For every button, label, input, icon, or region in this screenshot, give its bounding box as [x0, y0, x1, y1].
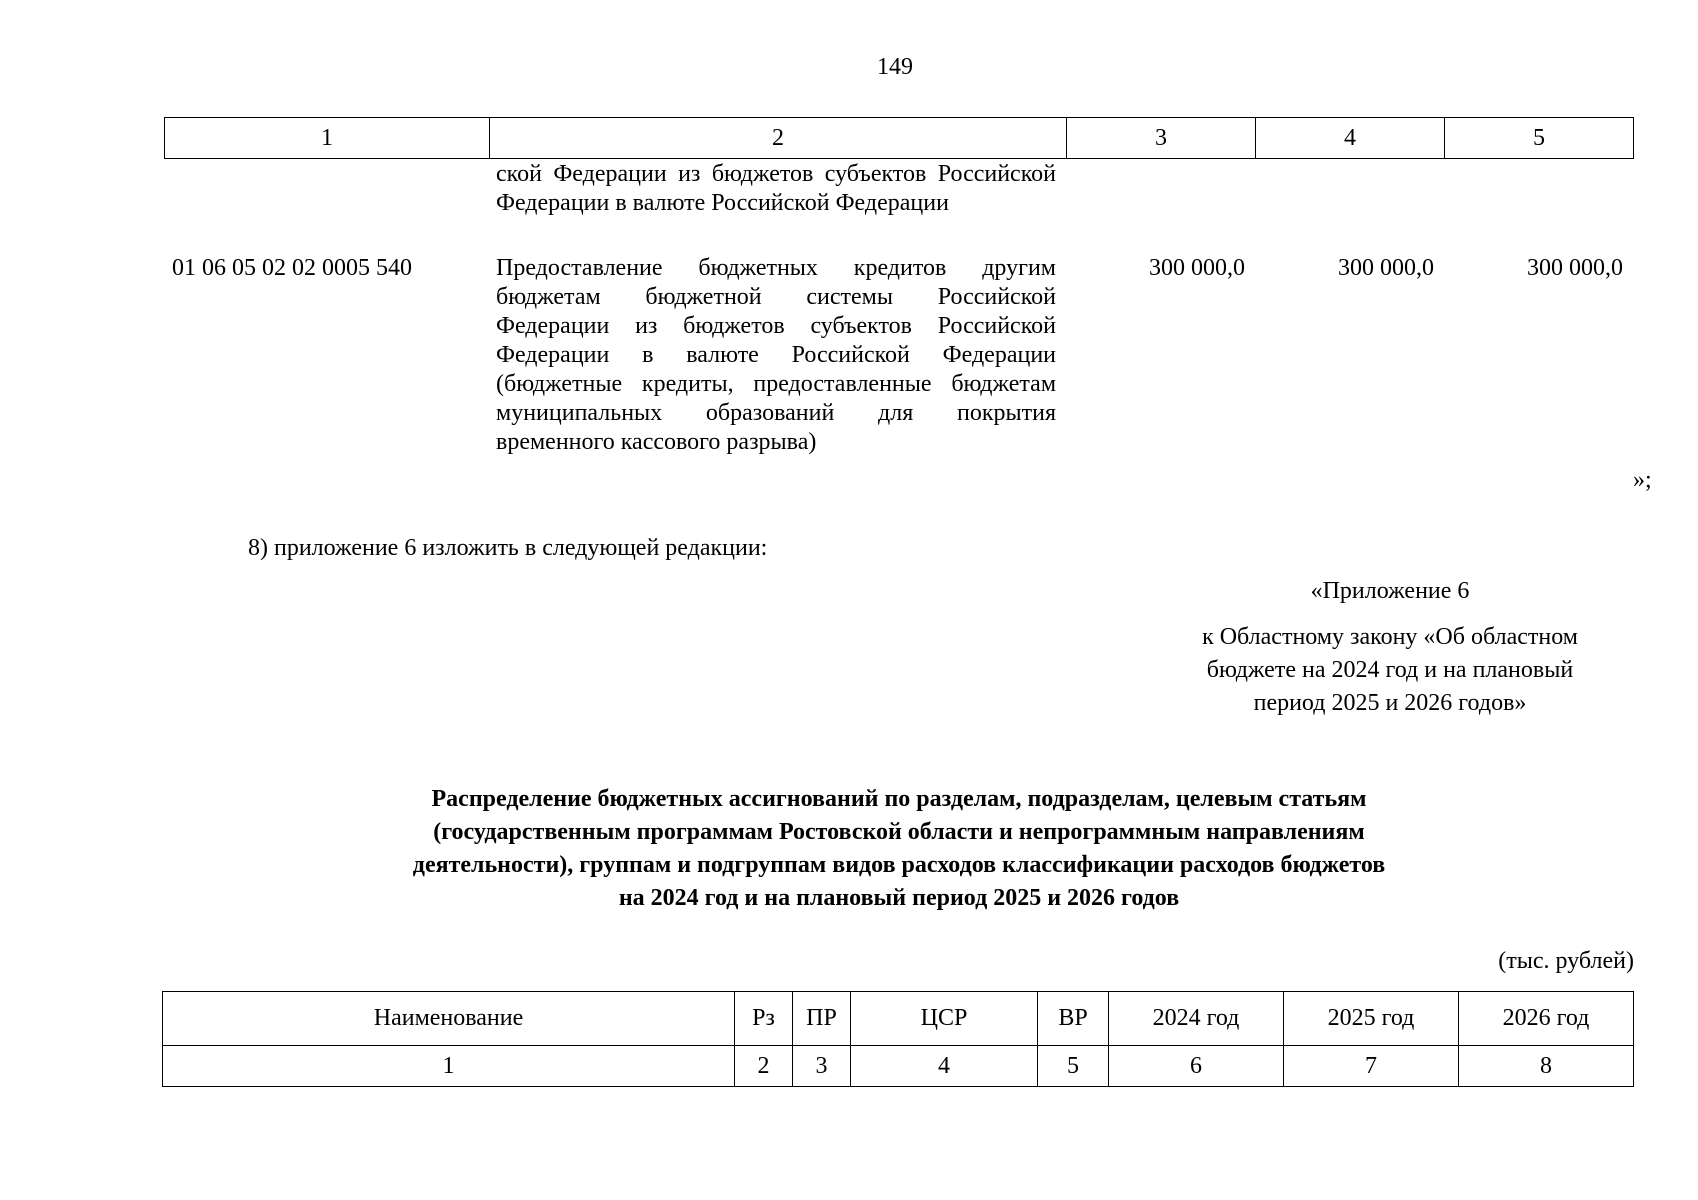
title-line-1: Распределение бюджетных ассигнований по разделам, подразделам, целевым статьям: [431, 786, 1367, 812]
top-header-col-4: 4: [1256, 118, 1445, 159]
top-header-col-5: 5: [1445, 118, 1634, 159]
header-2025: 2025 год: [1284, 992, 1459, 1046]
appendix-line-1: к Областному закону «Об областном: [1202, 624, 1578, 650]
col-number-5: 5: [1038, 1046, 1109, 1087]
header-csr: ЦСР: [851, 992, 1038, 1046]
table-row: [163, 992, 1634, 1046]
document-title: [164, 783, 1634, 915]
header-rz: Рз: [735, 992, 793, 1046]
row-name: Предоставление бюджетных кредитов другим бюджетам бюджетной системы Российской Федерации из бюджетов субъектов Российской Федерации в валюте Российской Федерации (бюджетные кредиты, предоставленные бюджетам муниципальных образований для покрытия временного кассового разрыва): [496, 255, 1056, 455]
col-number-7: 7: [1284, 1046, 1459, 1087]
col-number-8: 8: [1459, 1046, 1634, 1087]
amendment-paragraph: 8) приложение 6 изложить в следующей редакции:: [248, 535, 768, 561]
top-table-body: [164, 160, 1631, 457]
table-row: [164, 244, 1631, 254]
title-line-4: на 2024 год и на плановый период 2025 и 2026 годов: [618, 885, 1180, 911]
col-number-2: 2: [735, 1046, 793, 1087]
header-vr: ВР: [1038, 992, 1109, 1046]
table-row: [164, 254, 1631, 457]
top-header-col-3: 3: [1067, 118, 1256, 159]
row-code: 01 06 05 02 02 0005 540: [172, 255, 412, 281]
header-pr: ПР: [793, 992, 851, 1046]
header-name: Наименование: [163, 992, 735, 1046]
col-number-4: 4: [851, 1046, 1038, 1087]
allocation-table-header: [162, 991, 1634, 1087]
page-number: 149: [877, 54, 913, 80]
units-label: (тыс. рублей): [1498, 948, 1634, 974]
col-number-3: 3: [793, 1046, 851, 1087]
table-row: [163, 1046, 1634, 1087]
header-2024: 2024 год: [1109, 992, 1284, 1046]
title-line-3: деятельности), группам и подгруппам видов расходов классификации расходов бюджетов: [412, 852, 1386, 878]
appendix-line-3: период 2025 и 2026 годов»: [1253, 690, 1527, 716]
appendix-reference: [1140, 621, 1640, 720]
row-value-2025: 300 000,0: [1338, 255, 1434, 281]
appendix-line-2: бюджете на 2024 год и на плановый: [1206, 657, 1574, 683]
top-header-col-2: 2: [490, 118, 1067, 159]
col-number-6: 6: [1109, 1046, 1284, 1087]
row-value-2024: 300 000,0: [1149, 255, 1245, 281]
row-value-2026: 300 000,0: [1527, 255, 1623, 281]
closing-quote: »;: [1633, 467, 1652, 493]
table-row: [164, 160, 1631, 244]
top-table-header: [164, 117, 1634, 159]
continuation-text: ской Федерации из бюджетов субъектов Российской Федерации в валюте Российской Федерации: [496, 161, 1056, 216]
col-number-1: 1: [163, 1046, 735, 1087]
appendix-title: «Приложение 6: [1310, 578, 1470, 604]
title-line-2: (государственным программам Ростовской области и непрограммным направлениям: [433, 819, 1365, 845]
top-header-col-1: 1: [165, 118, 490, 159]
header-2026: 2026 год: [1459, 992, 1634, 1046]
